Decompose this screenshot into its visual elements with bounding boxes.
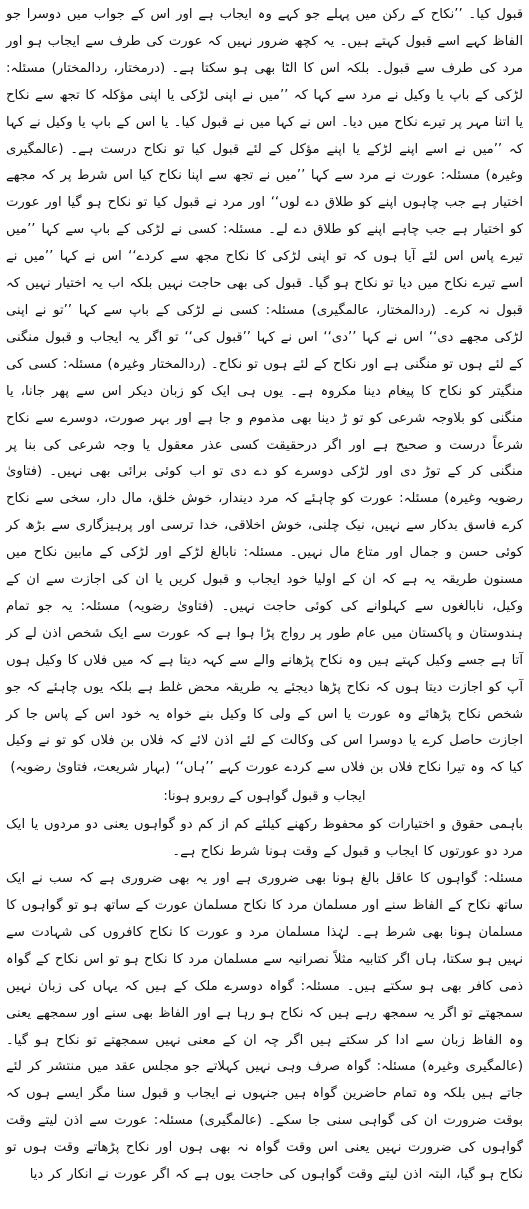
paragraph-witness-condition: باہمی حقوق و اختیارات کو محفوظ رکھنے کیلئے کم از کم دو گواہوں یعنی دو مردوں یا ایک مرد دو عورتوں کا ایجاب و قبول کے وقت ہونا شرط نکاح ہے۔ [6,817,523,860]
section-heading-witnesses: ایجاب و قبول گواہوں کے روبرو ہونا: [163,789,366,805]
paragraph-nikah-ijab-qabool: قبول کیا۔ ’’نکاح کے رکن میں پہلے جو کہے وہ ایجاب ہے اور اس کے جواب میں دوسرا جو الفاظ کہے اسے قبول کہتے ہیں۔ یہ کچھ ضرور نہیں کہ عورت کی طرف سے ایجاب ہو اور مرد کی طرف سے قبول۔ بلکہ اس کا الٹا بھی ہو سکتا ہے۔ (درمختار، ردالمختار) مسئلہ: لڑکی کے باپ یا وکیل نے مرد سے کہا کہ ’’میں نے اپنی لڑکی یا اپنی مؤکلہ کا تجھ سے نکاح یا اتنا مہر پر تیرے نکاح میں دیا۔ اس نے کہا میں نے قبول کیا۔ یا اس کے باپ یا وکیل نے کہا کہ ’’میں نے اسے اپنے لڑکے یا اپنے مؤکل کے لئے قبول کیا تو نکاح درست ہے۔ (عالمگیری وغیرہ) مسئلہ: عورت نے مرد سے کہا ’’میں نے تجھ سے اپنا نکاح کیا اس شرط پر کہ مجھے اختیار ہے جب چاہوں اپنے کو طلاق دے لوں‘‘ اور مرد نے قبول کیا تو نکاح ہو گیا اور عورت کو اختیار ہے جب چاہے اپنے کو طلاق دے لے۔ مسئلہ: کسی نے لڑکی کے باپ سے کہا ’’میں تیرے پاس اس لئے آیا ہوں کہ تو اپنی لڑکی کا نکاح مجھ سے کردے‘‘ اس نے کہا ’’میں نے اسے تیرے نکاح میں دیا تو نکاح ہو گیا۔ قبول کی بھی حاجت نہیں بلکہ اب یہ اختیار نہیں کہ قبول نہ کرے۔ (ردالمختار، عالمگیری) مسئلہ: کسی نے لڑکی کے باپ سے کہا ’’تو نے اپنی لڑکی مجھے دی‘‘ اس نے کہا ’’دی‘‘ اس نے کہا ’’قبول کی‘‘ تو اگر یہ ایجاب و قبول منگنی کے لئے ہوں تو منگنی ہے اور نکاح کے لئے ہوں تو نکاح۔ (ردالمختار وغیرہ) مسئلہ: کسی کی منگیتر کو نکاح کا پیغام دینا مکروہ ہے۔ یوں ہی ایک کو زبان دیکر اس سے پھر جانا، یا منگنی کو بلاوجہ شرعی کو تو ڑ دینا بھی مذموم و جا ہے اور بہر صورت، دوسرے سے نکاح شرعاً درست و صحیح ہے اور اگر درحقیقت کسی عذر معقول یا وجہ شرعی کی بنا پر منگنی کر کے توڑ دی اور لڑکی دوسرے کو دے دی تو اب کوئی برائی بھی نہیں۔ (فتاویٰ رضویہ وغیرہ) مسئلہ: عورت کو چاہئے کہ مرد دیندار، خوش خلق، مال دار، سخی سے نکاح کرے فاسق بدکار سے نہیں، نیک چلنی، خوش اخلاقی، خدا ترسی اور پرہیزگاری سے بڑھ کر کوئی حسن و جمال اور متاع مال نہیں۔ مسئلہ: نابالغ لڑکے اور لڑکی کے مابین نکاح میں مسنون طریقہ یہ ہے کہ ان کے اولیا خود ایجاب و قبول کریں یا ان کی اجازت سے ان کے وکیل، نابالغوں سے کہلوانے کی کوئی حاجت نہیں۔ (فتاویٰ رضویہ) مسئلہ: یہ جو تمام ہندوستان و پاکستان میں عام طور پر رواج پڑا ہوا ہے کہ عورت سے ایک شخص اذن لے کر آتا ہے جسے وکیل کہتے ہیں وہ نکاح پڑھانے والے سے کہہ دیتا ہے کہ میں فلاں کا وکیل ہوں آپ کو اجازت دیتا ہوں کہ نکاح پڑھا دیجئے یہ طریقہ محض غلط ہے بلکہ یوں چاہئے کہ جو شخص نکاح پڑھائے وہ عورت یا اس کے ولی کا وکیل بنے خواہ یہ خود اس کے پاس جا کر اجازت حاصل کرے یا دوسرا اس کی وکالت کے لئے اذن لائے کہ فلاں بن فلاں کو تو نے وکیل کیا کہ وہ تیرا نکاح فلاں بن فلاں سے کردے عورت کہے ’’ہاں‘‘ (بہار شریعت، فتاویٰ رضویہ) [6,7,523,776]
paragraph-witness-rulings: مسئلہ: گواہوں کا عاقل بالغ ہونا بھی ضروری ہے اور یہ بھی ضروری ہے کہ سب نے ایک ساتھ نکاح کے الفاظ سنے اور مسلمان مرد کا نکاح مسلمان عورت کے ساتھ ہو تو گواہوں کا مسلمان ہونا بھی شرط ہے۔ لہٰذا مسلمان مرد و عورت کا نکاح کافروں کی شہادت سے نہیں ہو سکتا، ہاں اگر کتابیہ مثلاً نصرانیہ سے مسلمان مرد کا نکاح ہو تو اس نکاح کے گواہ ذمی کافر بھی ہو سکتے ہیں۔ مسئلہ: گواہ دوسرے ملک کے ہیں کہ یہاں کی زبان نہیں سمجھتے تو اگر یہ سمجھ رہے ہیں کہ نکاح ہو رہا ہے اور الفاظ بھی سنے اور سمجھے یعنی وہ الفاظ زبان سے ادا کر سکتے ہیں اگر چہ ان کے معنی نہیں سمجھتے تو نکاح ہو گیا۔ (عالمگیری وغیرہ) مسئلہ: گواہ صرف وہی نہیں کہلاتے جو مجلس عقد میں منتشر کر لئے جاتے ہیں بلکہ وہ تمام حاضرین گواہ ہیں جنہوں نے ایجاب و قبول سنا مگر ایسے ہوں کہ بوقت ضرورت ان کی گواہی سنی جا سکے۔ (عالمگیری) مسئلہ: عورت سے اذن لیتے وقت گواہوں کی ضرورت نہیں یعنی اس وقت گواہ نہ بھی ہوں اور نکاح پڑھاتے وقت ہوں تو نکاح ہو گیا، البتہ اذن لیتے وقت گواہوں کی حاجت یوں ہے کہ اگر عورت نے انکار کر دیا [6,871,523,1183]
